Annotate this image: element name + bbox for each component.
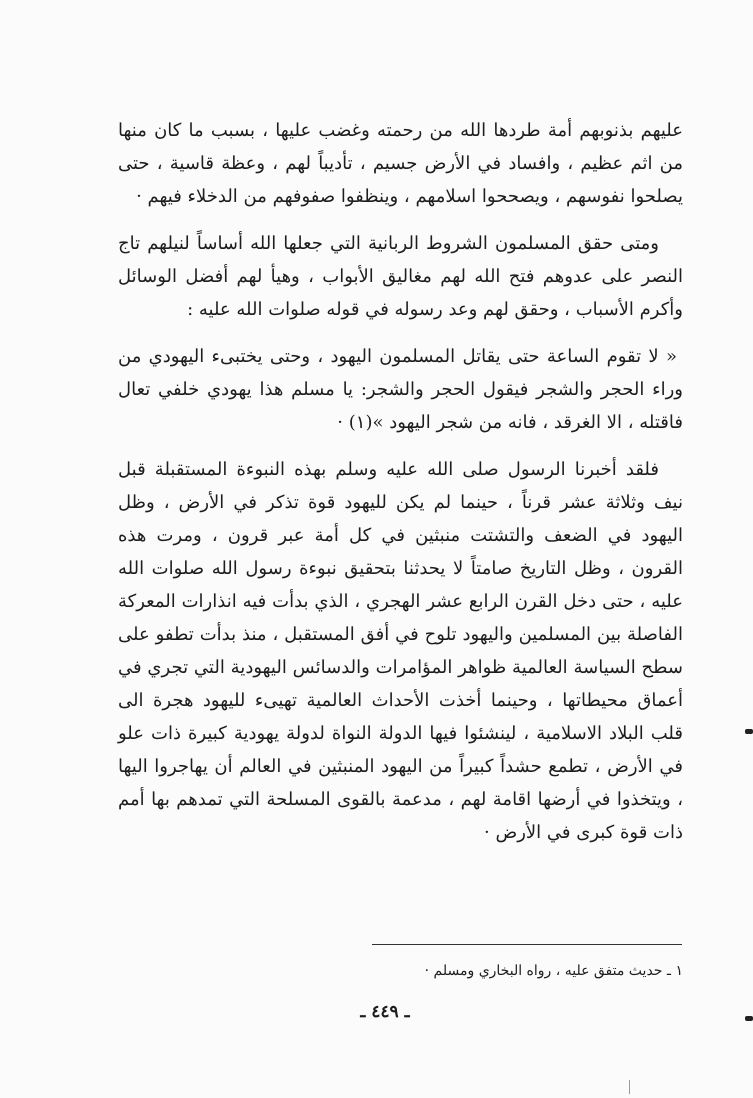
paragraph-2: ومتى حقق المسلمون الشروط الربانية التي جعلها الله أساساً لنيلهم تاج النصر على عدوهم فتح الله لهم مغاليق الأبواب ، وهيأ لهم أفضل الوسائل وأكرم الأسباب ، وحقق لهم وعد رسوله في قوله صلوات الله عليه : xyxy=(118,233,683,320)
scan-tick-mark xyxy=(629,1080,630,1094)
hadith-quote: « لا تقوم الساعة حتى يقاتل المسلمون اليهود ، وحتى يختبىء اليهودي من وراء الحجر والشجر فيقول الحجر والشجر: يا مسلم هذا يهودي خلفي تعال فاقتله ، الا الغرقد ، فانه من شجر اليهود »(١) · xyxy=(118,346,683,433)
footnote-divider xyxy=(372,944,682,945)
scan-margin-mark xyxy=(745,729,753,734)
scan-margin-mark xyxy=(745,1016,753,1021)
paragraph-1: عليهم بذنوبهم أمة طردها الله من رحمته وغضب عليها ، بسبب ما كان منها من اثم عظيم ، وافساد في الأرض جسيم ، تأديباً لهم ، وعظة قاسية ، حتى يصلحوا نفوسهم ، ويصححوا اسلامهم ، وينظفوا صفوفهم من الدخلاء فيهم · xyxy=(118,120,683,207)
paragraph-4: فلقد أخبرنا الرسول صلى الله عليه وسلم بهذه النبوءة المستقبلة قبل نيف وثلاثة عشر قرناً ، حينما لم يكن لليهود قوة تذكر في الأرض ، وظل اليهود في الضعف والتشتت منبثين في كل أمة عبر قرون ، ومرت هذه القرون ، وظل التاريخ صامتاً لا يحدثنا بتحقيق نبوءة رسول الله صلوات الله عليه ، حتى دخل القرن الرابع عشر الهجري ، الذي بدأت فيه انذارات المعركة الفاصلة بين المسلمين واليهود تلوح في أفق المستقبل ، منذ بدأت تطفو على سطح السياسة العالمية ظواهر المؤامرات والدسائس اليهودية التي تجري في أعماق محيطاتها ، وحينما أخذت الأحداث العالمية تهيىء لليهود هجرة الى قلب البلاد الاسلامية ، لينشئوا فيها الدولة النواة لدولة يهودية كبيرة ذات علو في الأرض ، تطمع حشداً كبيراً من اليهود المنبثين في العالم أن يهاجروا اليها ، ويتخذوا في أرضها اقامة لهم ، مدعمة بالقوى المسلحة التي تمدهم بها أمم ذات قوة كبرى في الأرض · xyxy=(118,459,683,843)
footnote: ١ ـ حديث متفق عليه ، رواه البخاري ومسلم · xyxy=(424,963,683,979)
main-text xyxy=(118,114,683,863)
page-number: ـ ٤٤٩ ـ xyxy=(360,1002,410,1022)
